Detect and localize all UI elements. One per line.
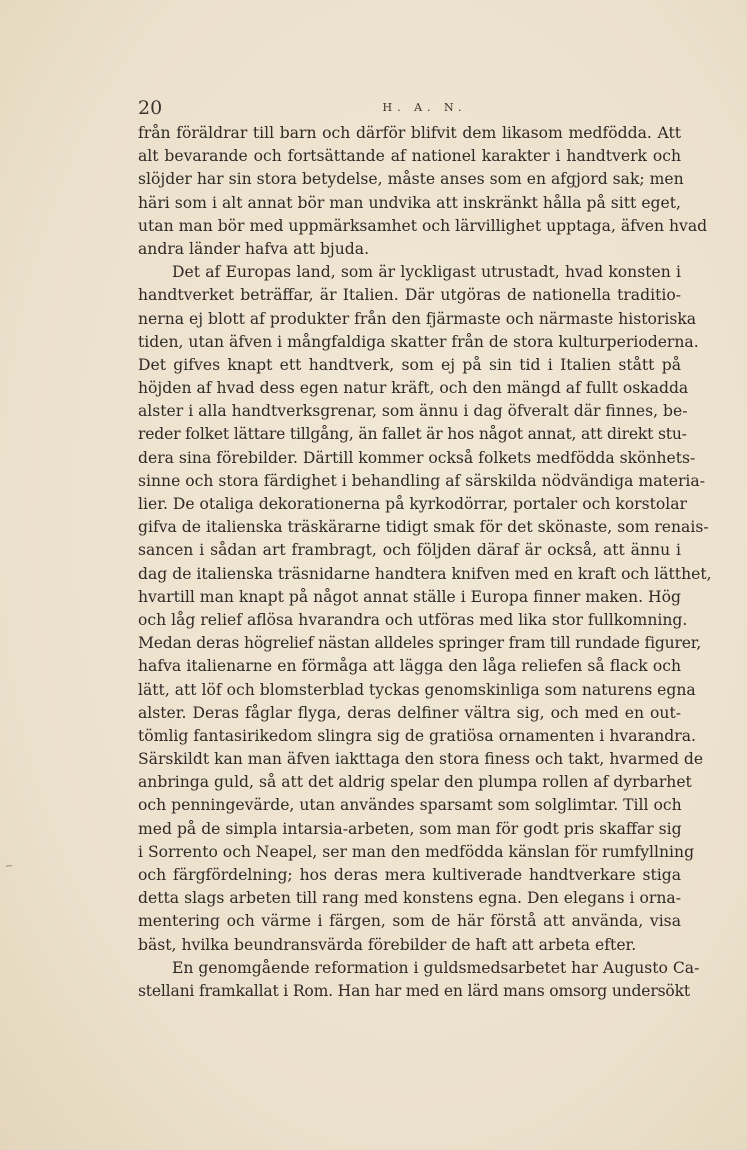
text-line: mentering och värme i färgen, som de här förstå att använda, visa [138, 912, 681, 931]
text-line: Särskildt kan man äfven iakttaga den stora finess och takt, hvarmed de [138, 750, 704, 769]
text-line: dag de italienska träsnidarne handtera knifven med en kraft och lätthet, [138, 564, 712, 583]
text-line: detta slags arbeten till rang med konstens egna. Den elegans i orna- [138, 889, 681, 908]
text-line: tiden, utan äfven i mångfaldiga skatter från de stora kulturperioderna. [138, 332, 699, 351]
margin-pencil-mark: ⸝ [3, 856, 18, 872]
text-line: höjden af hvad dess egen natur kräft, och den mängd af fullt oskadda [138, 379, 689, 398]
page-number: 20 [138, 97, 163, 119]
text-line: sancen i sådan art frambragt, och följden däraf är också, att ännu i [138, 541, 681, 560]
text-line: hafva italienarne en förmåga att lägga den låga reliefen så flack och [138, 657, 681, 676]
text-line: reder folket lättare tillgång, än fallet är hos något annat, att direkt stu- [138, 425, 687, 444]
body-text [138, 122, 712, 1003]
text-line: Medan deras högrelief nästan alldeles springer fram till rundade figurer, [138, 634, 702, 653]
text-line: alster i alla handtverksgrenar, som ännu i dag öfveralt där finnes, be- [138, 402, 688, 421]
text-line: sinne och stora färdighet i behandling af särskilda nödvändiga materia- [138, 471, 705, 490]
page-header [138, 97, 681, 121]
text-line: med på de simpla intarsia-arbeten, som man för godt pris skaffar sig [138, 819, 682, 838]
text-line: och färgfördelning; hos deras mera kultiverade handtverkare stiga [138, 866, 681, 884]
text-line: alster. Deras fåglar flyga, deras delfiner vältra sig, och med en out- [138, 703, 681, 722]
paragraph-start-line: En genomgående reformation i guldsmedsarbetet har Augusto Ca- [172, 958, 700, 977]
text-line: från föräldrar till barn och därför blifvit dem likasom medfödda. Att [138, 124, 681, 142]
text-line: nerna ej blott af produkter från den fjärmaste och närmaste historiska [138, 309, 697, 328]
text-line: lätt, att löf och blomsterblad tyckas genomskinliga som naturens egna [138, 680, 696, 699]
text-line: gifva de italienska träskärarne tidigt smak för det skönaste, som renais- [138, 518, 709, 537]
text-line: i Sorrento och Neapel, ser man den medfödda känslan för rumfyllning [138, 842, 695, 861]
text-line: bäst, hvilka beundransvärda förebilder de haft att arbeta efter. [138, 935, 637, 954]
text-line: häri som i alt annat bör man undvika att inskränkt hålla på sitt eget, [138, 193, 681, 212]
text-line: lier. De otaliga dekorationerna på kyrkodörrar, portaler och korstolar [138, 495, 688, 513]
text-line: alt bevarande och fortsättande af nationel karakter i handtverk och [138, 147, 681, 166]
text-line: tömlig fantasirikedom slingra sig de gratiösa ornamenten i hvarandra. [138, 726, 697, 745]
text-line: utan man bör med uppmärksamhet och lärvillighet upptaga, äfven hvad [138, 216, 708, 235]
text-line: anbringa guld, så att det aldrig spelar den plumpa rollen af dyrbarhet [138, 773, 692, 792]
paragraph-start-line: Det af Europas land, som är lyckligast utrustadt, hvad konsten i [172, 263, 681, 282]
text-line: hvartill man knapt på något annat ställe i Europa finner maken. Hög [138, 587, 681, 606]
text-line: handtverket beträffar, är Italien. Där utgöras de nationella traditio- [138, 286, 681, 305]
text-line: dera sina förebilder. Därtill kommer också folkets medfödda skönhets- [138, 448, 696, 467]
text-line: och låg relief aflösa hvarandra och utföras med lika stor fullkomning. [138, 610, 688, 629]
text-line: Det gifves knapt ett handtverk, som ej på sin tid i Italien stått på [138, 355, 681, 374]
running-head: H. A. N. [382, 101, 467, 114]
text-line: andra länder hafva att bjuda. [138, 239, 370, 258]
text-line: och penningevärde, utan användes sparsamt som solglimtar. Till och [138, 796, 682, 815]
text-line: slöjder har sin stora betydelse, måste anses som en afgjord sak; men [138, 170, 684, 189]
text-line: stellani framkallat i Rom. Han har med en lärd mans omsorg undersökt [138, 981, 690, 1000]
